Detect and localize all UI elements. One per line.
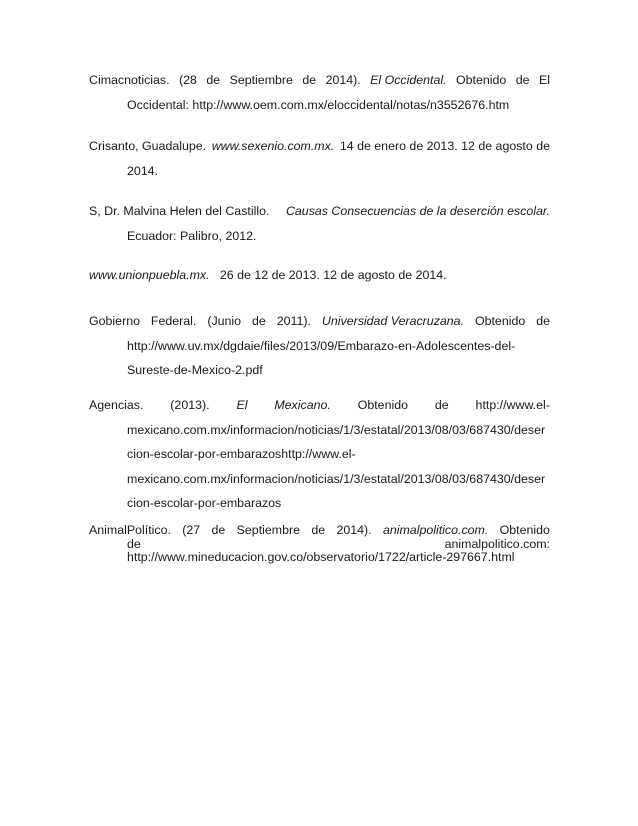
reference-cimacnoticias <box>89 68 550 117</box>
reference-url: Sureste-de-Mexico-2.pdf <box>127 363 263 377</box>
reference-castillo <box>89 199 550 248</box>
reference-url: cion-escolar-por-embarazos <box>127 496 282 510</box>
reference-line: 2014. <box>127 163 159 178</box>
reference-line: Crisanto, Guadalupe. www.sexenio.com.mx. 14 de enero de 2013. 12 de agosto de <box>89 139 550 153</box>
reference-line: AnimalPolítico. (27 de Septiembre de 2014). animalpolitico.com. Obtenido <box>89 523 550 537</box>
reference-crisanto <box>89 134 550 183</box>
reference-agencias <box>89 393 550 516</box>
reference-line: Gobierno Federal. (Junio de 2011). Universidad Veracruzana. Obtenido de <box>89 314 550 328</box>
reference-line: Cimacnoticias. (28 de Septiembre de 2014). El Occidental. Obtenido de El <box>89 73 550 87</box>
reference-line: S, Dr. Malvina Helen del Castillo. Causas Consecuencias de la deserción escolar. <box>89 204 550 218</box>
reference-line: Ecuador: Palibro, 2012. <box>127 228 257 243</box>
reference-url: http://www.uv.mx/dgdaie/files/2013/09/Embarazo-en-Adolescentes-del- <box>127 338 516 353</box>
reference-line: www.unionpuebla.mx. 26 de 12 de 2013. 12 de agosto de 2014. <box>89 268 447 282</box>
reference-gobierno-federal <box>89 309 550 383</box>
reference-url: cion-escolar-por-embarazoshttp://www.el- <box>127 447 356 461</box>
reference-url: Occidental: http://www.oem.com.mx/eloccidental/notas/n3552676.htm <box>127 97 510 112</box>
reference-line: Agencias. (2013). El Mexicano. Obtenido de http://www.el- <box>89 398 550 412</box>
reference-url: mexicano.com.mx/informacion/noticias/1/3/estatal/2013/08/03/687430/deser <box>127 422 546 437</box>
reference-animal-politico <box>89 524 550 565</box>
reference-line: de animalpolitico.com: <box>127 536 550 551</box>
reference-unionpuebla <box>89 263 550 288</box>
reference-url: mexicano.com.mx/informacion/noticias/1/3/estatal/2013/08/03/687430/deser <box>127 471 546 486</box>
reference-url: http://www.mineducacion.gov.co/observatorio/1722/article-297667.html <box>127 550 515 564</box>
